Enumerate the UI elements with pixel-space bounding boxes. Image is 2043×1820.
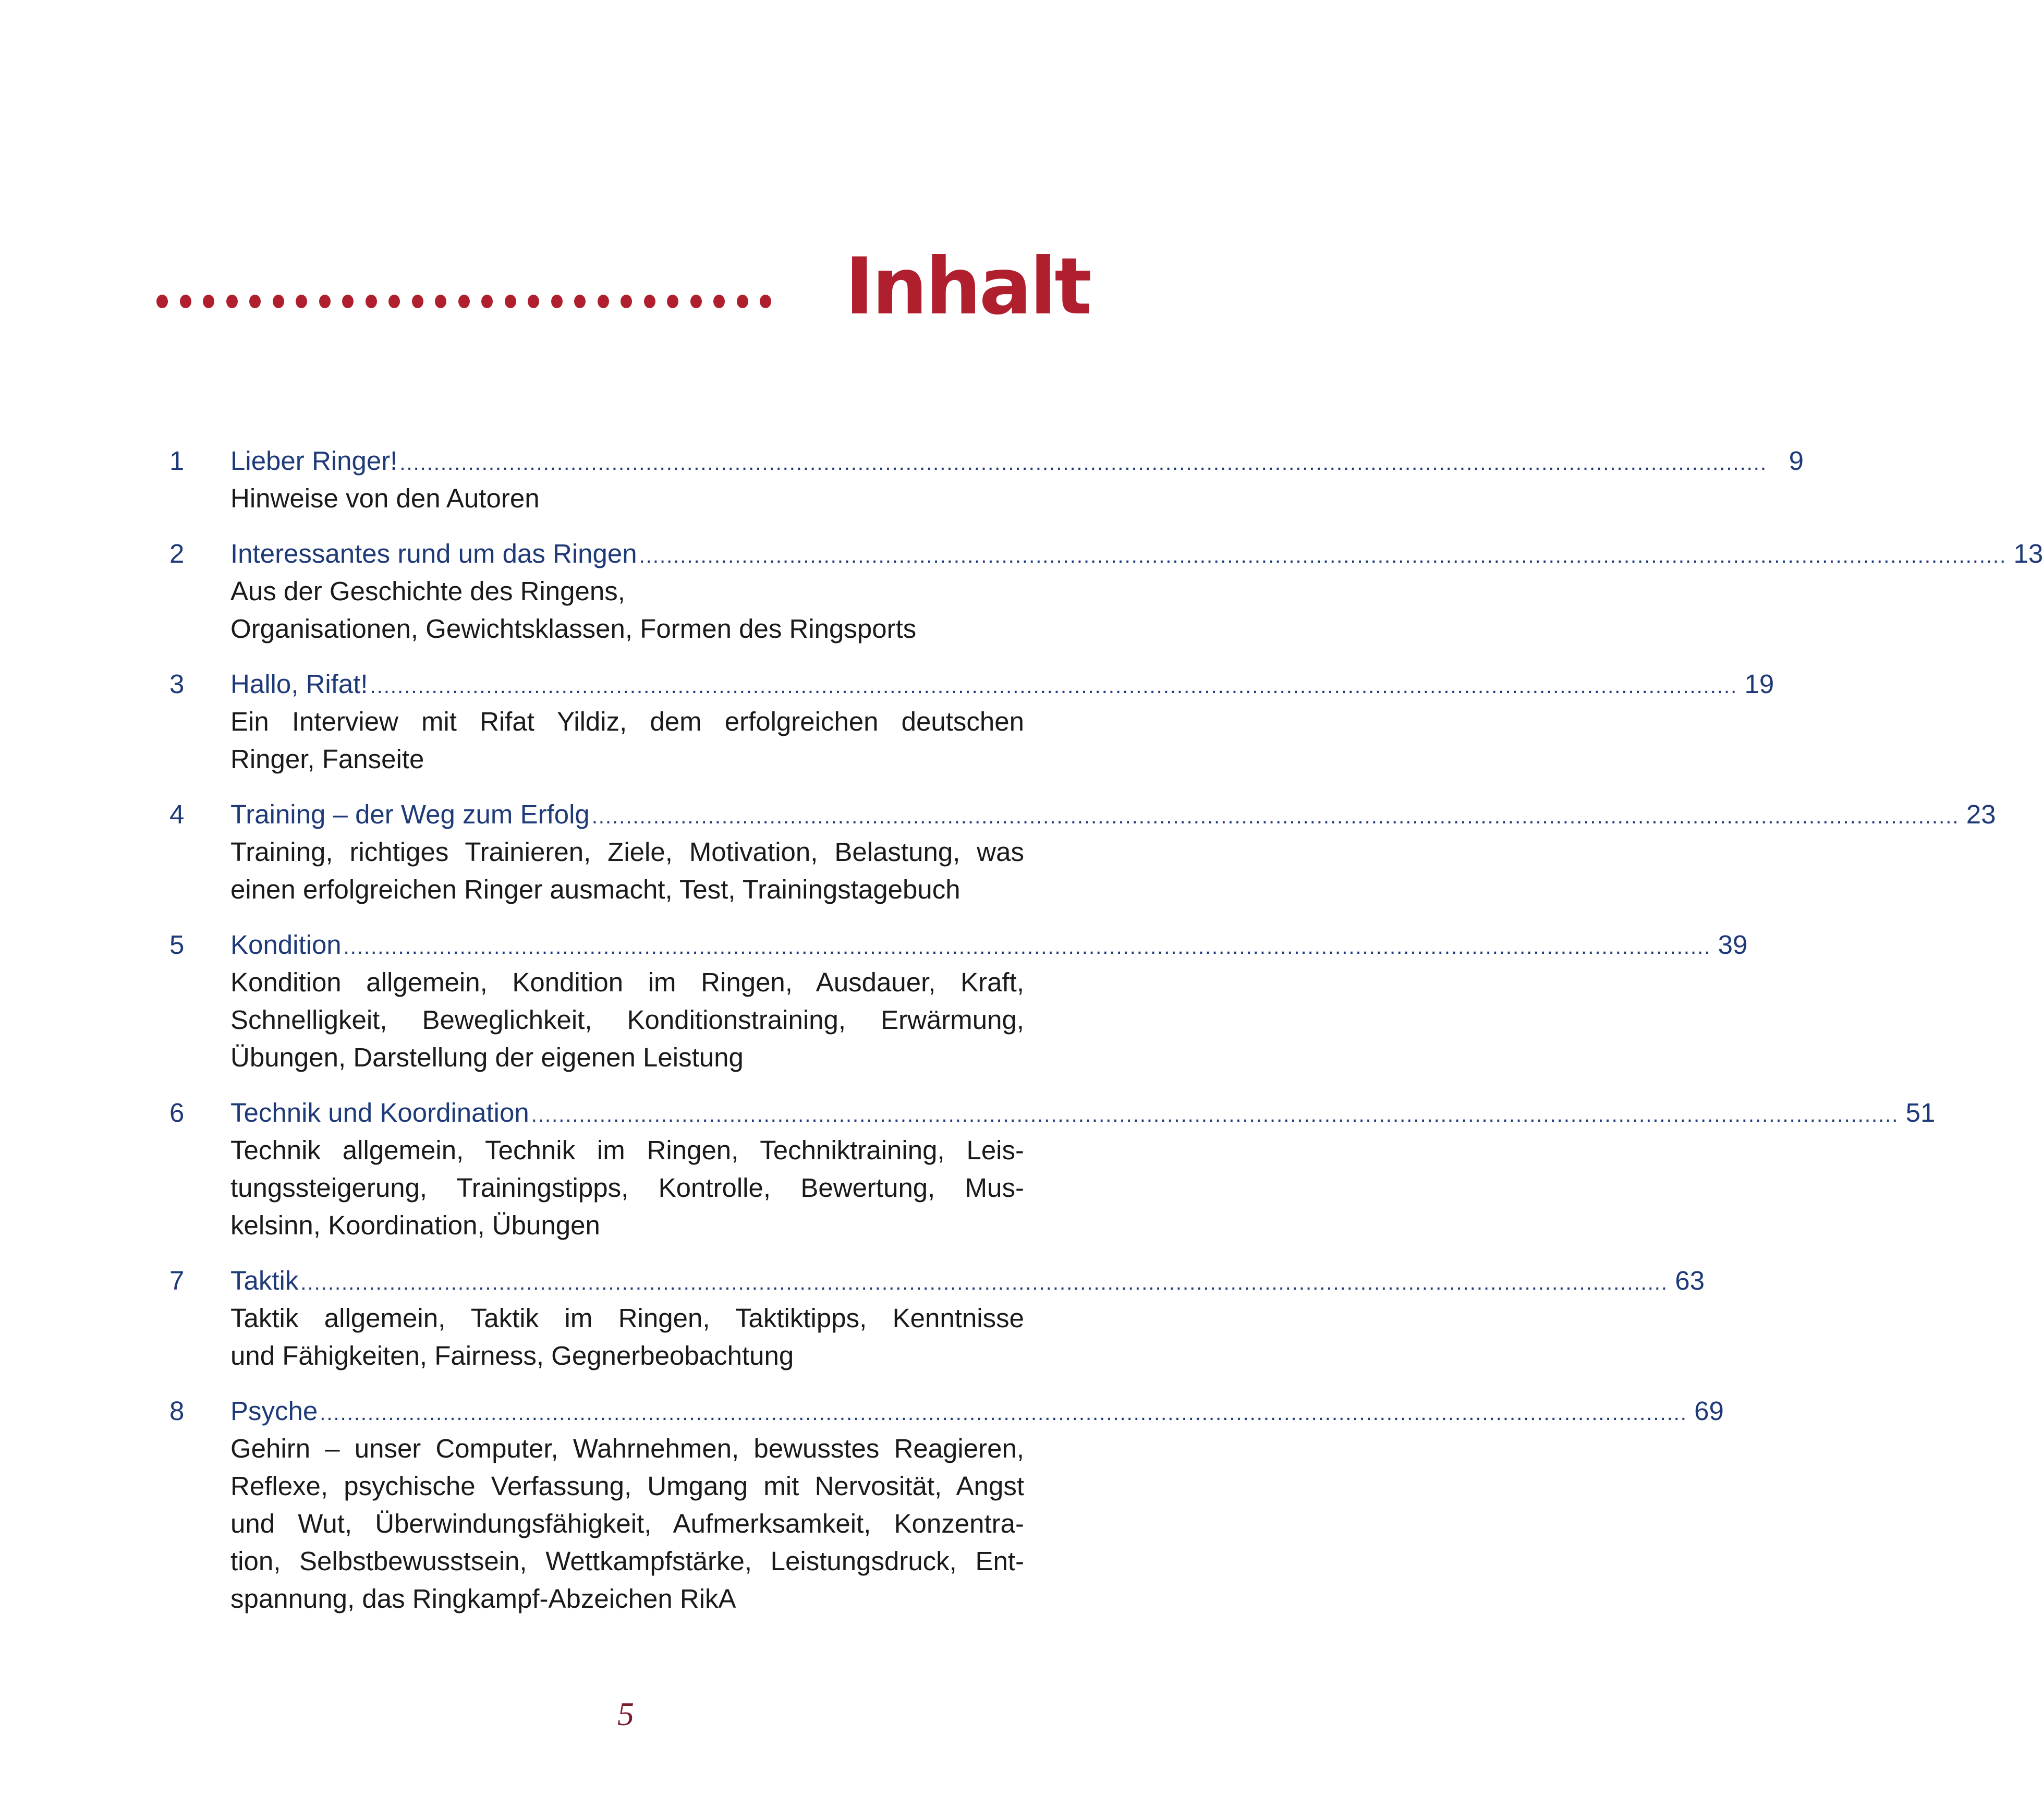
chapter-title[interactable]: Training – der Weg zum Erfolg <box>230 799 590 829</box>
description-line: tungssteigerung, Trainingstipps, Kontrolle, Bewertung, Mus- <box>230 1173 1024 1203</box>
chapter-page[interactable]: 63 <box>1675 1266 1705 1295</box>
page-title: Inhalt <box>845 241 1090 332</box>
chapter-page[interactable]: 69 <box>1694 1396 1724 1426</box>
dot <box>505 295 516 308</box>
dot <box>203 295 214 308</box>
chapter-title[interactable]: Taktik <box>230 1266 299 1295</box>
chapter-title[interactable]: Hallo, Rifat! <box>230 669 368 699</box>
dot <box>598 295 609 308</box>
description-line: tion, Selbstbewusstsein, Wettkampfstärke, Leistungsdruck, Ent- <box>230 1546 1024 1576</box>
dot <box>621 295 632 308</box>
chapter-number: 6 <box>169 1098 185 1127</box>
toc-heading <box>156 241 1090 332</box>
toc-entry-heading[interactable] <box>169 535 2043 573</box>
chapter-number: 5 <box>169 930 185 960</box>
toc-entry-heading[interactable] <box>169 665 1774 703</box>
description-line: kelsinn, Koordination, Übungen <box>230 1210 600 1240</box>
toc-entry-heading[interactable] <box>169 442 1804 480</box>
description-line: Taktik allgemein, Taktik im Ringen, Taktiktipps, Kenntnisse <box>230 1303 1024 1333</box>
dot <box>644 295 655 308</box>
dot <box>713 295 725 308</box>
description-line: Aus der Geschichte des Ringens, <box>230 576 625 606</box>
chapter-number: 1 <box>169 446 185 476</box>
toc-entry[interactable] <box>169 1392 1724 1618</box>
chapter-title[interactable]: Psyche <box>230 1396 318 1426</box>
chapter-number: 4 <box>169 799 185 829</box>
description-line: und Fähigkeiten, Fairness, Gegnerbeobachtung <box>230 1341 794 1370</box>
toc-entry[interactable] <box>169 665 1774 778</box>
chapter-page[interactable]: 13 <box>2013 539 2043 568</box>
toc-entry[interactable] <box>169 535 2043 648</box>
toc-entry-heading[interactable] <box>169 1262 1705 1300</box>
decorative-dot-leader <box>156 295 771 308</box>
chapter-title[interactable]: Technik und Koordination <box>230 1098 529 1127</box>
table-of-contents <box>169 442 2043 1635</box>
chapter-number: 8 <box>169 1396 185 1426</box>
description-line: Reflexe, psychische Verfassung, Umgang mit Nervosität, Angst <box>230 1471 1024 1501</box>
dot-leader: ........................................................................................................................................................................................................ <box>591 805 1960 828</box>
toc-entry[interactable] <box>169 1262 1705 1375</box>
description-line: Technik allgemein, Technik im Ringen, Techniktraining, Leis- <box>230 1135 1024 1165</box>
description-line: einen erfolgreichen Ringer ausmacht, Test, Trainingstagebuch <box>230 875 960 904</box>
dot <box>528 295 539 308</box>
chapter-page[interactable]: 51 <box>1905 1098 1936 1127</box>
description-line: Hinweise von den Autoren <box>230 483 540 513</box>
chapter-page[interactable]: 39 <box>1718 930 1748 960</box>
dot <box>760 295 771 308</box>
dot <box>737 295 748 308</box>
dot <box>551 295 563 308</box>
dot <box>226 295 238 308</box>
toc-entry-heading[interactable] <box>169 1094 1936 1132</box>
dot <box>435 295 446 308</box>
chapter-title[interactable]: Kondition <box>230 930 342 960</box>
toc-entry[interactable] <box>169 926 1748 1076</box>
toc-entry-heading[interactable] <box>169 1392 1724 1430</box>
dot <box>180 295 191 308</box>
page-number: 5 <box>617 1695 634 1732</box>
description-line: Ringer, Fanseite <box>230 744 424 774</box>
dot <box>481 295 493 308</box>
dot-leader: ........................................................................................................................................................................................................ <box>300 1271 1669 1294</box>
dot <box>319 295 331 308</box>
toc-entry[interactable] <box>169 442 1804 517</box>
description-line: Ein Interview mit Rifat Yildiz, dem erfolgreichen deutschen <box>230 707 1024 736</box>
chapter-description <box>230 964 1024 1076</box>
description-line: Kondition allgemein, Kondition im Ringen, Ausdauer, Kraft, <box>230 967 1024 997</box>
dot <box>342 295 354 308</box>
dot <box>667 295 678 308</box>
description-line: Organisationen, Gewichtsklassen, Formen des Ringsports <box>230 614 917 644</box>
toc-entry-heading[interactable] <box>169 926 1748 964</box>
chapter-description <box>230 480 1024 517</box>
toc-entry-heading[interactable] <box>169 796 1996 833</box>
dot <box>366 295 377 308</box>
dot <box>249 295 261 308</box>
chapter-description <box>230 1132 1024 1244</box>
toc-entry[interactable] <box>169 796 1996 908</box>
dot-leader: ........................................................................................................................................................................................................ <box>639 544 2007 567</box>
description-line: Training, richtiges Trainieren, Ziele, Motivation, Belastung, was <box>230 837 1024 867</box>
description-line: und Wut, Überwindungsfähigkeit, Aufmerksamkeit, Konzentra- <box>230 1509 1024 1538</box>
dot <box>156 295 168 308</box>
description-line: spannung, das Ringkampf-Abzeichen RikA <box>230 1584 736 1613</box>
toc-entry[interactable] <box>169 1094 1936 1244</box>
description-line: Gehirn – unser Computer, Wahrnehmen, bewusstes Reagieren, <box>230 1434 1024 1463</box>
dot <box>412 295 423 308</box>
chapter-number: 3 <box>169 669 185 699</box>
dot <box>690 295 702 308</box>
description-line: Übungen, Darstellung der eigenen Leistung <box>230 1042 744 1072</box>
chapter-description <box>230 573 1024 648</box>
dot <box>296 295 307 308</box>
dot <box>388 295 400 308</box>
dot-leader: ........................................................................................................................................................................................................ <box>370 675 1738 698</box>
chapter-description <box>230 833 1024 908</box>
chapter-description <box>230 1430 1024 1618</box>
dot-leader: ........................................................................................................................................................................................................ <box>343 936 1711 958</box>
dot <box>574 295 586 308</box>
chapter-title[interactable]: Lieber Ringer! <box>230 446 398 476</box>
chapter-number: 7 <box>169 1266 185 1295</box>
chapter-number: 2 <box>169 539 185 568</box>
dot <box>458 295 470 308</box>
chapter-title[interactable]: Interessantes rund um das Ringen <box>230 539 637 568</box>
dot <box>273 295 284 308</box>
chapter-description <box>230 703 1024 778</box>
dot-leader: ........................................................................................................................................................................................................ <box>399 452 1767 475</box>
dot-leader: ........................................................................................................................................................................................................ <box>320 1402 1687 1425</box>
description-line: Schnelligkeit, Beweglichkeit, Konditionstraining, Erwärmung, <box>230 1005 1024 1035</box>
chapter-page[interactable]: 23 <box>1966 799 1996 829</box>
dot-leader: ........................................................................................................................................................................................................ <box>531 1103 1899 1126</box>
chapter-page[interactable]: 9 <box>1789 446 1804 476</box>
chapter-page[interactable]: 19 <box>1744 669 1774 699</box>
chapter-description <box>230 1300 1024 1375</box>
